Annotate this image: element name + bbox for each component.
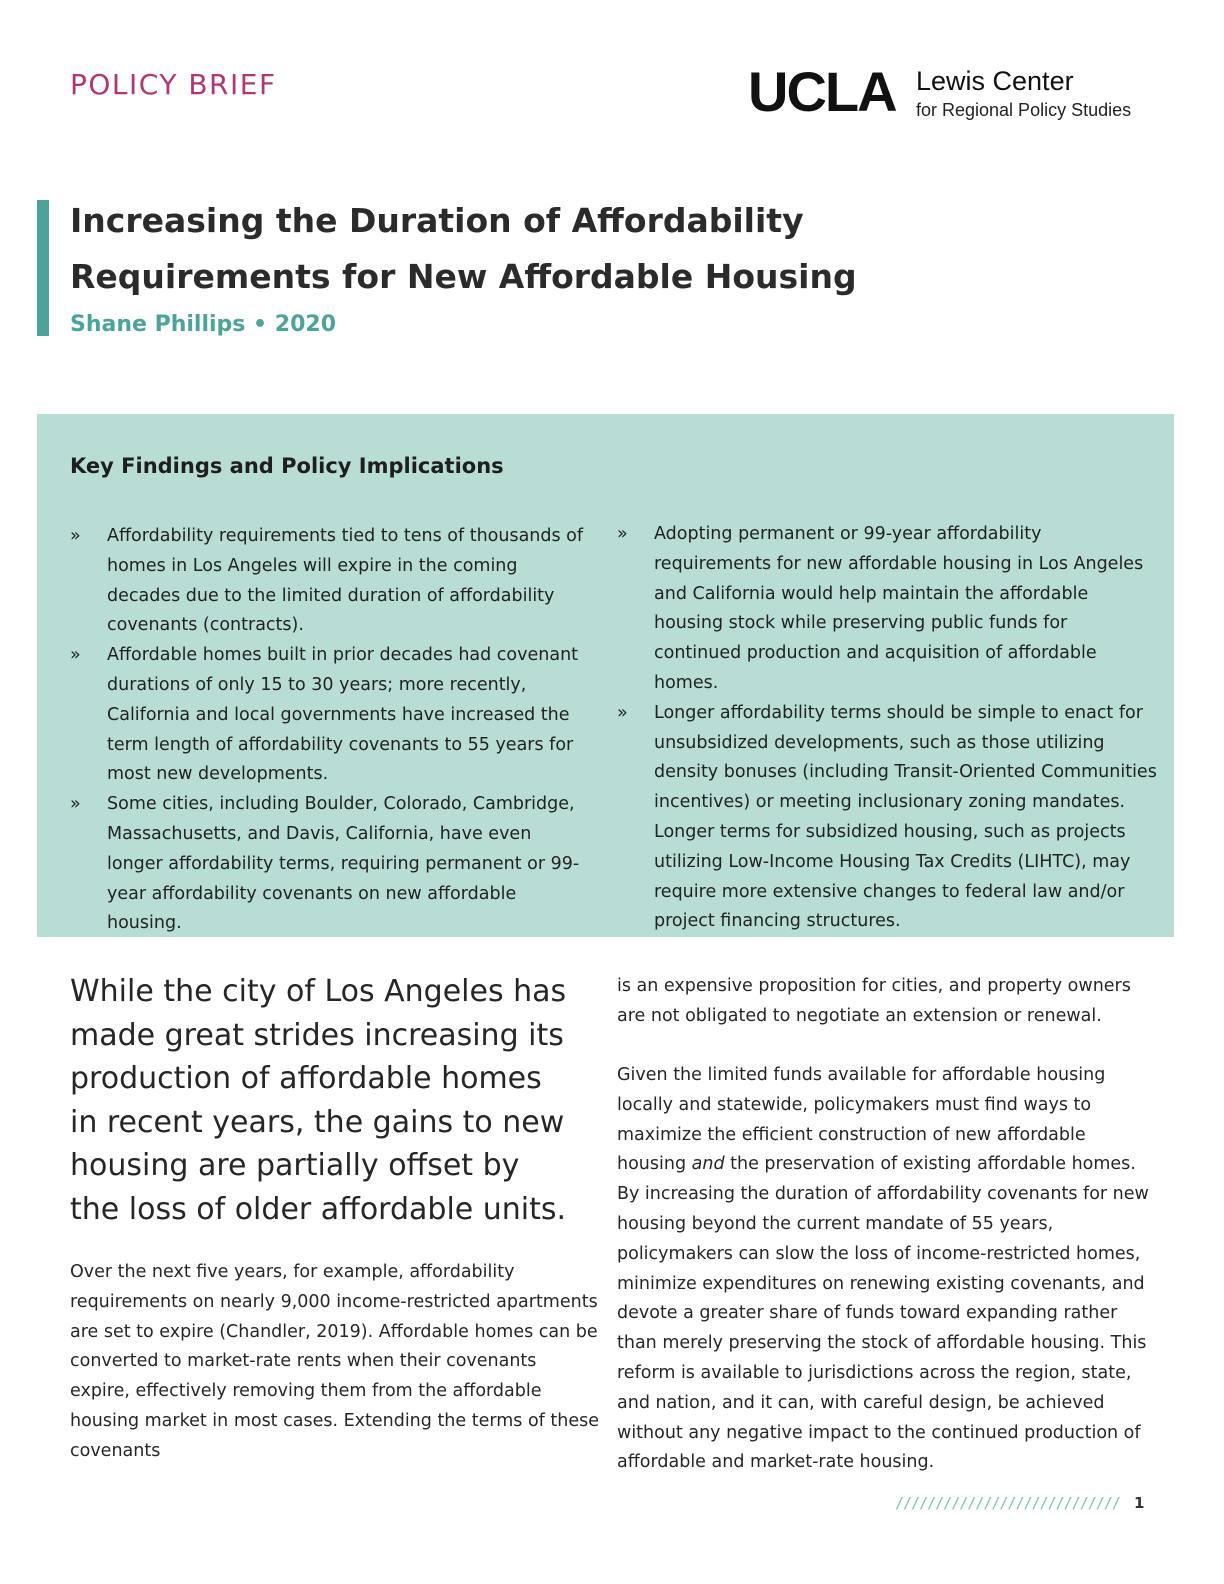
- finding-text: Longer affordability terms should be simple to enact for unsubsidized developments, such as those utilizing density bonuses (including Transit-Oriented Communities incentives) or meeting inclusionary zoning mandates. Longer terms for subsidized housing, such as projects utilizing Low-Income Housing Tax Credits (LIHTC), may require more extensive changes to federal law and/or project financing structures.: [654, 702, 1157, 932]
- body-paragraph-left: Over the next five years, for example, affordability requirements on nearly 9,000 income-restricted apartments are set to expire (Chandler, 2019). Affordable homes can be converted to market-rate rents when their covenants expire, effectively removing them from the affordable housing market in most cases. Extending the terms of these covenants: [70, 1262, 600, 1461]
- finding-text: Some cities, including Boulder, Colorado, Cambridge, Massachusetts, and Davis, California, have even longer affordability terms, requiring permanent or 99-year affordability covenants on new affordable housing.: [107, 794, 580, 934]
- title-line-2: Requirements for New Affordable Housing: [70, 257, 857, 296]
- findings-left-column: [70, 522, 590, 939]
- finding-item: [617, 699, 1157, 937]
- finding-item: [617, 520, 1157, 699]
- bullet-chevron-icon: »: [70, 794, 81, 815]
- ucla-wordmark: UCLA: [748, 60, 896, 123]
- emphasis-and: and: [691, 1154, 725, 1175]
- document-title: [70, 193, 970, 305]
- key-findings-heading: Key Findings and Policy Implications: [70, 454, 504, 478]
- lewis-center-name: Lewis Center: [916, 66, 1074, 96]
- body-text-segment: the preservation of existing affordable homes. By increasing the duration of affordability covenants for new housing beyond the current mandate of 55 years, policymakers can slow the loss of income-restricted homes, minimize expenditures on renewing existing covenants, and devote a greater share of funds toward expanding rather than merely preserving the stock of affordable housing. This reform is available to jurisdictions across the region, state, and nation, and it can, with careful design, be achieved without any negative impact to the continued production of affordable and market-rate housing.: [617, 1154, 1149, 1473]
- author-byline: Shane Phillips • 2020: [70, 312, 336, 337]
- finding-item: [70, 790, 590, 939]
- footer-ornament: ////////////////////////////: [895, 1494, 1120, 1512]
- body-text-segment: Given the limited funds available for affordable housing locally and statewide, policymakers must find ways to maximize the efficient construction of new affordable housing: [617, 1065, 1106, 1175]
- body-paragraph-right-1: is an expensive proposition for cities, and property owners are not obligated to negotiate an extension or renewal.: [617, 976, 1131, 1026]
- finding-text: Adopting permanent or 99-year affordability requirements for new affordable housing in Los Angeles and California would help maintain the affordable housing stock while preserving public funds for continued production and acquisition of affordable homes.: [654, 524, 1144, 693]
- finding-text: Affordability requirements tied to tens of thousands of homes in Los Angeles will expire in the coming decades due to the limited duration of affordability covenants (contracts).: [107, 526, 584, 636]
- title-accent-bar: [37, 200, 49, 336]
- finding-text: Affordable homes built in prior decades had covenant durations of only 15 to 30 years; more recently, California and local governments have increased the term length of affordability covenants to 55 years for most new developments.: [107, 645, 579, 785]
- body-paragraph-right-2: [617, 1061, 1157, 1478]
- pull-quote: While the city of Los Angeles has made great strides increasing its production of affordable homes in recent years, the gains to new housing are partially offset by the loss of older affordable units.: [70, 974, 567, 1227]
- policy-brief-label: POLICY BRIEF: [70, 68, 277, 101]
- bullet-chevron-icon: »: [70, 526, 81, 546]
- page-number: 1: [1134, 1494, 1145, 1512]
- lewis-center-subtitle: for Regional Policy Studies: [916, 100, 1132, 120]
- findings-right-column: [617, 520, 1157, 937]
- finding-item: [70, 641, 590, 790]
- bullet-chevron-icon: »: [617, 702, 628, 723]
- finding-item: [70, 522, 590, 641]
- title-line-1: Increasing the Duration of Affordability: [70, 201, 804, 240]
- bullet-chevron-icon: »: [70, 645, 81, 666]
- bullet-chevron-icon: »: [617, 524, 628, 544]
